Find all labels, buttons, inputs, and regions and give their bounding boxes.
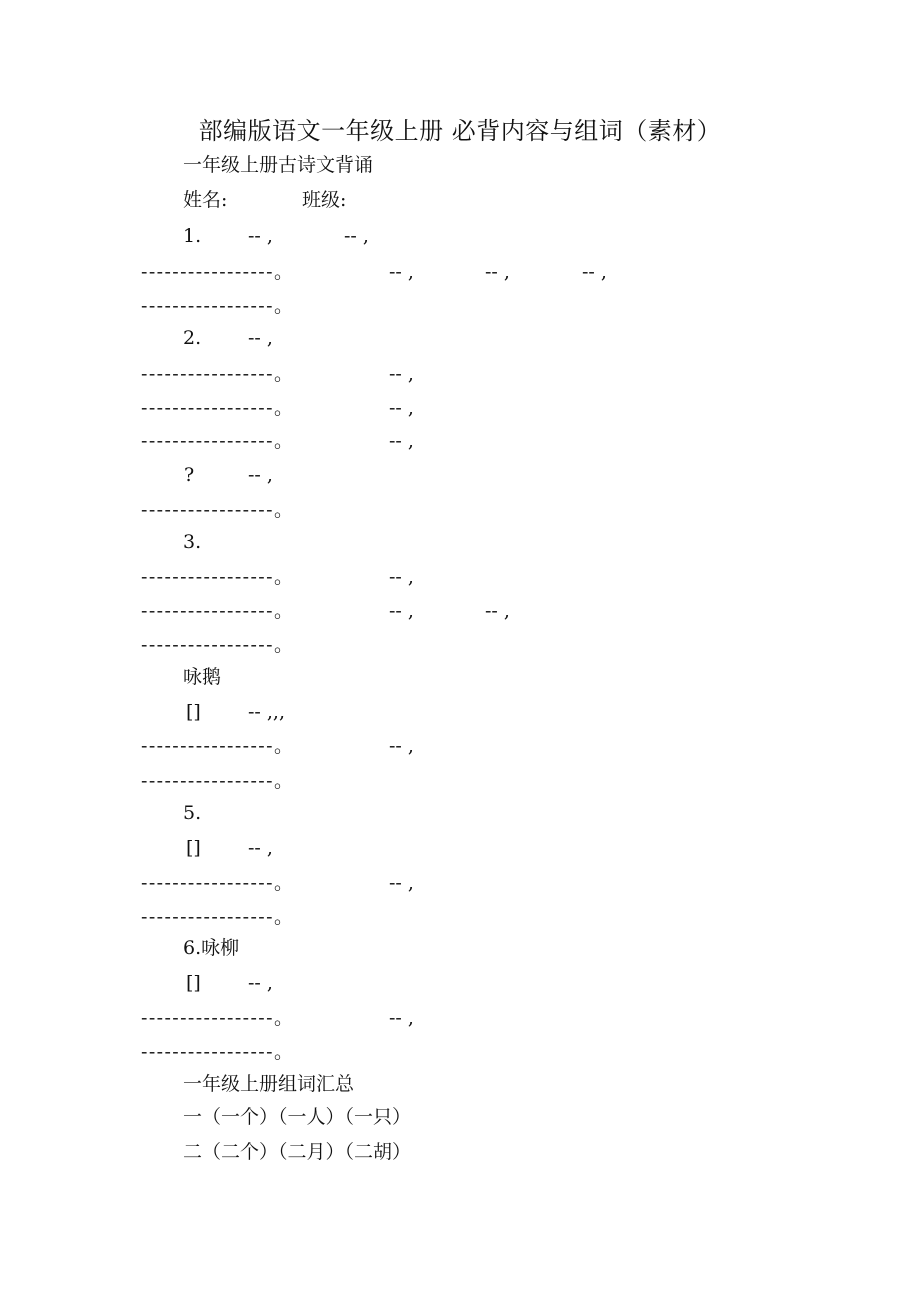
poem-6-header — [0, 933, 920, 963]
answer-row — [0, 562, 920, 592]
poem-number: 3. — [183, 531, 202, 553]
answer-row — [0, 868, 920, 898]
blank-short: -- , — [389, 363, 414, 385]
section-heading-words — [0, 1069, 920, 1099]
blank-line: -----------------。 — [141, 363, 295, 385]
name-class-row — [0, 185, 920, 215]
blank-short: -- , — [389, 397, 414, 419]
blank-short: -- , — [248, 972, 273, 994]
blank-short: -- , — [248, 837, 273, 859]
blank-short: -- , — [389, 261, 414, 283]
poem-number: 2. — [183, 327, 202, 349]
word-group-text: 一（一个）（一人）（一只） — [183, 1106, 412, 1128]
answer-row — [0, 1003, 920, 1033]
answer-row — [0, 766, 920, 796]
blank-short: -- , — [485, 261, 510, 283]
answer-row — [0, 257, 920, 287]
author-bracket: [] — [186, 701, 201, 723]
answer-row — [0, 426, 920, 456]
blank-short: -- , — [248, 225, 273, 247]
class-label: 班级: — [302, 189, 347, 211]
poem-number: 1. — [183, 225, 202, 247]
question-mark: ? — [184, 464, 195, 486]
word-group-row — [0, 1137, 920, 1167]
poem-5-author-row — [0, 833, 920, 863]
answer-row — [0, 596, 920, 626]
blank-line: -----------------。 — [141, 499, 295, 521]
poem-3-header — [0, 527, 920, 557]
blank-short: -- , — [389, 872, 414, 894]
author-bracket: [] — [186, 972, 201, 994]
blank-line: -----------------。 — [141, 566, 295, 588]
word-group-text: 二（二个）（二月）（二胡） — [183, 1141, 412, 1163]
blank-line: -----------------。 — [141, 295, 295, 317]
answer-row — [0, 393, 920, 423]
blank-line: -----------------。 — [141, 1041, 295, 1063]
poem-number: 5. — [183, 802, 202, 824]
blank-short: -- , — [389, 600, 414, 622]
blank-short: -- , — [248, 327, 273, 349]
answer-row — [0, 495, 920, 525]
blank-line: -----------------。 — [141, 430, 295, 452]
word-group-row — [0, 1102, 920, 1132]
blank-short: -- , — [389, 566, 414, 588]
poem-title: 6.咏柳 — [183, 937, 240, 959]
poem-title: 咏鹅 — [183, 666, 222, 688]
blank-line: -----------------。 — [141, 906, 295, 928]
poem-5-header — [0, 798, 920, 828]
author-bracket: [] — [186, 837, 201, 859]
poem-4-header — [0, 697, 920, 727]
poem-1-header — [0, 221, 920, 251]
answer-row — [0, 359, 920, 389]
answer-row — [0, 291, 920, 321]
blank-line: -----------------。 — [141, 397, 295, 419]
blank-short: -- , — [248, 464, 273, 486]
blank-line: -----------------。 — [141, 600, 295, 622]
poem-2-header — [0, 323, 920, 353]
blank-short: -- , — [389, 430, 414, 452]
name-label: 姓名: — [183, 189, 228, 211]
blank-short: -- , — [389, 1007, 414, 1029]
blank-short: -- , — [582, 261, 607, 283]
answer-row — [0, 731, 920, 761]
answer-row — [0, 902, 920, 932]
section-heading-poems — [0, 150, 920, 180]
section-heading-text: 一年级上册组词汇总 — [183, 1073, 355, 1095]
blank-line: -----------------。 — [141, 735, 295, 757]
document-title: 部编版语文一年级上册 必背内容与组词（素材） — [198, 117, 722, 145]
blank-line: -----------------。 — [141, 872, 295, 894]
answer-row — [0, 1037, 920, 1067]
blank-line: -----------------。 — [141, 634, 295, 656]
blank-short: -- ,,, — [248, 701, 285, 723]
blank-line: -----------------。 — [141, 1007, 295, 1029]
poem-6-author-row — [0, 968, 920, 998]
blank-line: -----------------。 — [141, 261, 295, 283]
blank-line: -----------------。 — [141, 770, 295, 792]
section-heading-text: 一年级上册古诗文背诵 — [183, 154, 374, 176]
blank-short: -- , — [344, 225, 369, 247]
blank-short: -- , — [485, 600, 510, 622]
answer-row — [0, 630, 920, 660]
blank-short: -- , — [389, 735, 414, 757]
poem-4-title-row — [0, 662, 920, 692]
question-row — [0, 460, 920, 490]
